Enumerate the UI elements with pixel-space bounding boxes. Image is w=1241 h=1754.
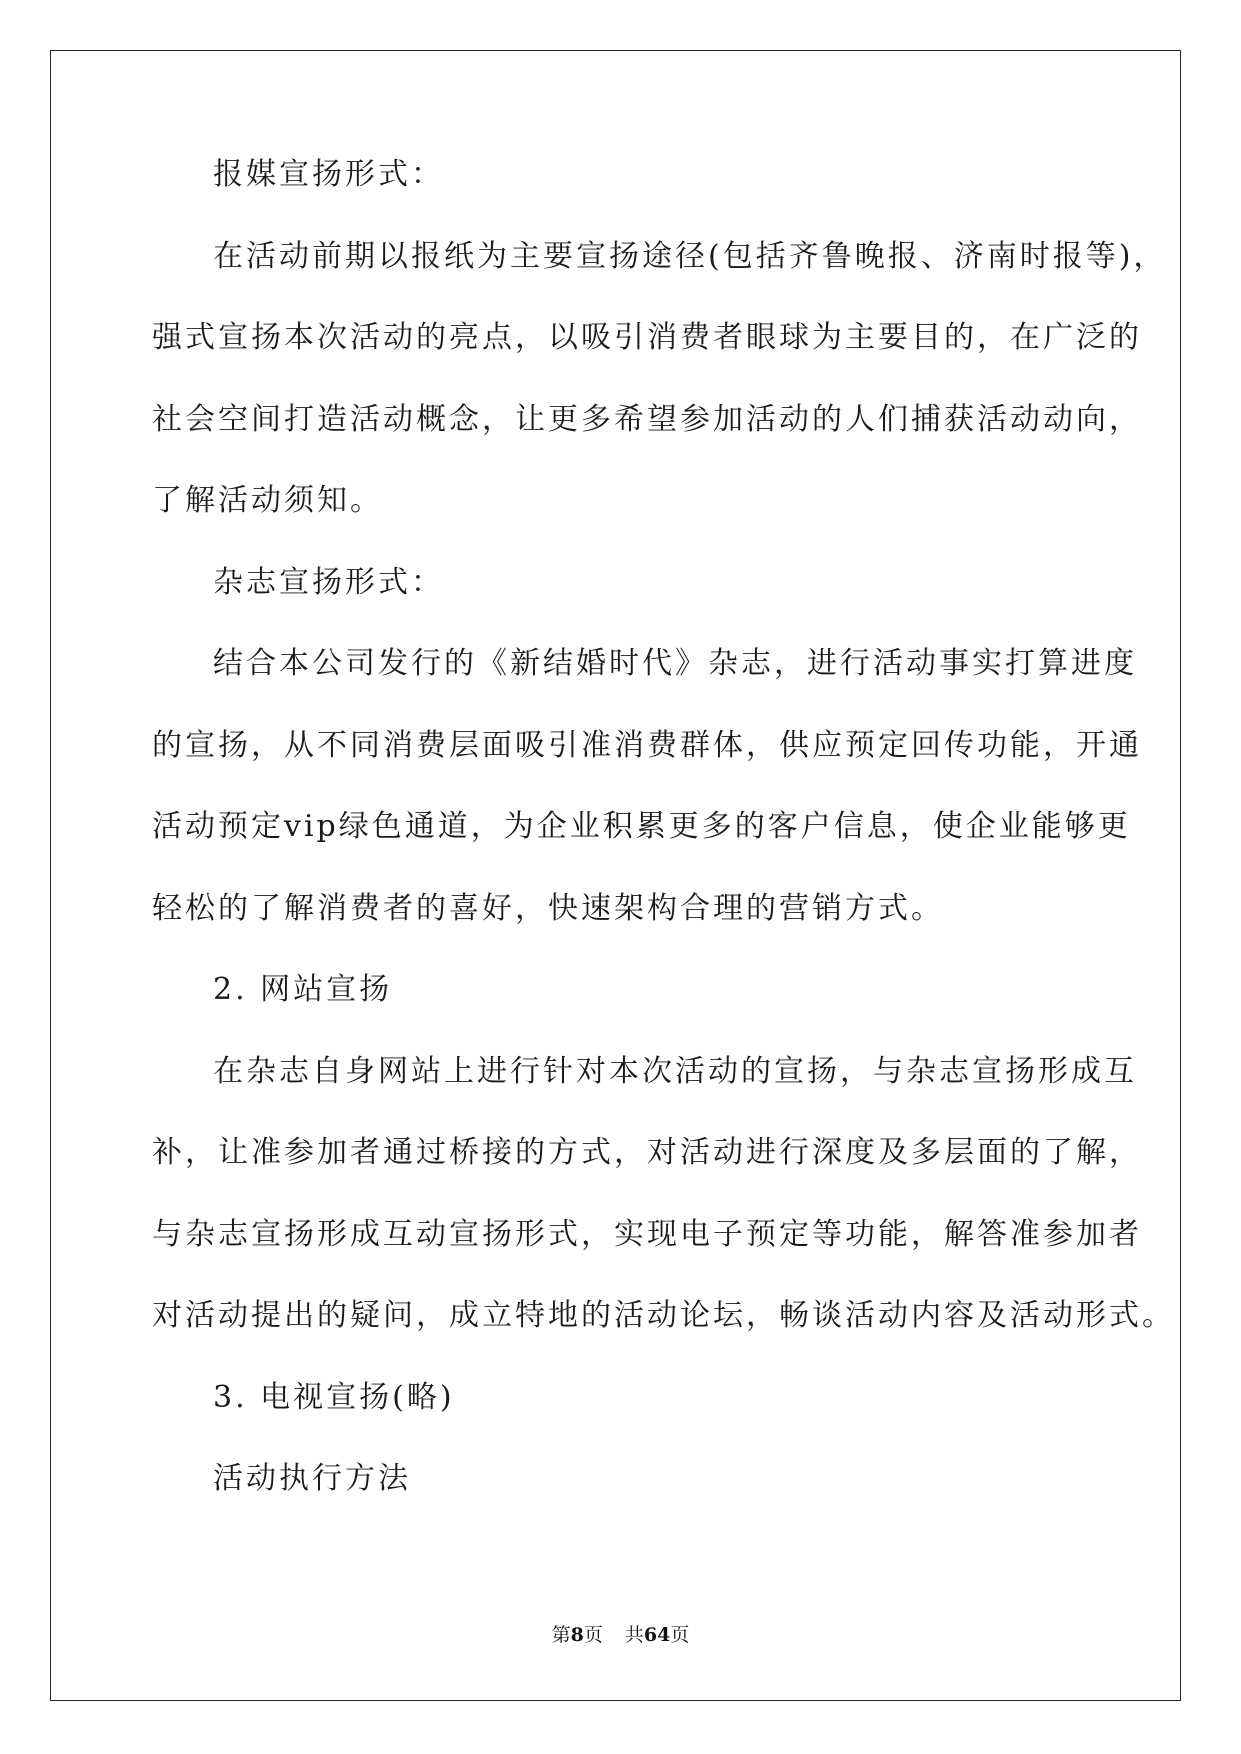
text-line: 结合本公司发行的《新结婚时代》杂志，进行活动事实打算进度: [213, 646, 1137, 681]
page-prefix: 第: [551, 1624, 571, 1646]
section-heading-website: 2. 网站宣扬: [213, 972, 393, 1007]
text-line: 活动预定vip绿色通道，为企业积累更多的客户信息，使企业能够更: [152, 809, 1131, 844]
text-line: 社会空间打造活动概念，让更多希望参加活动的人们捕获活动动向，: [152, 401, 1142, 437]
document-body: [152, 157, 1175, 1544]
text-line: 对活动提出的疑问，成立特地的活动论坛，畅谈活动内容及活动形式。: [152, 1298, 1175, 1333]
text-line: 轻松的了解消费者的喜好，快速架构合理的营销方式。: [152, 890, 944, 926]
text-line: 与杂志宣扬形成互动宣扬形式，实现电子预定等功能，解答准参加者: [152, 1216, 1142, 1252]
paragraph-heading-newspaper: 报媒宣扬形式：: [213, 157, 444, 192]
total-suffix: 页: [670, 1624, 690, 1646]
text-line: 补，让准参加者通过桥接的方式，对活动进行深度及多层面的了解，: [152, 1135, 1142, 1170]
total-pages: 64: [643, 1624, 671, 1646]
total-prefix: 共: [624, 1624, 644, 1646]
text-line: 在活动前期以报纸为主要宣扬途径(包括齐鲁晚报、济南时报等)，: [213, 238, 1167, 274]
text-line: 的宣扬，从不同消费层面吸引准消费群体，供应预定回传功能，开通: [152, 727, 1142, 763]
text-line: 在杂志自身网站上进行针对本次活动的宣扬，与杂志宣扬形成互: [213, 1053, 1137, 1089]
page-suffix: 页: [583, 1624, 603, 1646]
text-line: 了解活动须知。: [152, 483, 383, 518]
section-heading-tv: 3. 电视宣扬(略): [213, 1379, 455, 1415]
page-number: 8: [570, 1624, 584, 1646]
text-line: 强式宣扬本次活动的亮点，以吸引消费者眼球为主要目的，在广泛的: [152, 320, 1142, 355]
paragraph-heading-magazine: 杂志宣扬形式：: [213, 564, 444, 600]
page-footer: [0, 1620, 1241, 1647]
section-heading-execution: 活动执行方法: [213, 1461, 411, 1496]
